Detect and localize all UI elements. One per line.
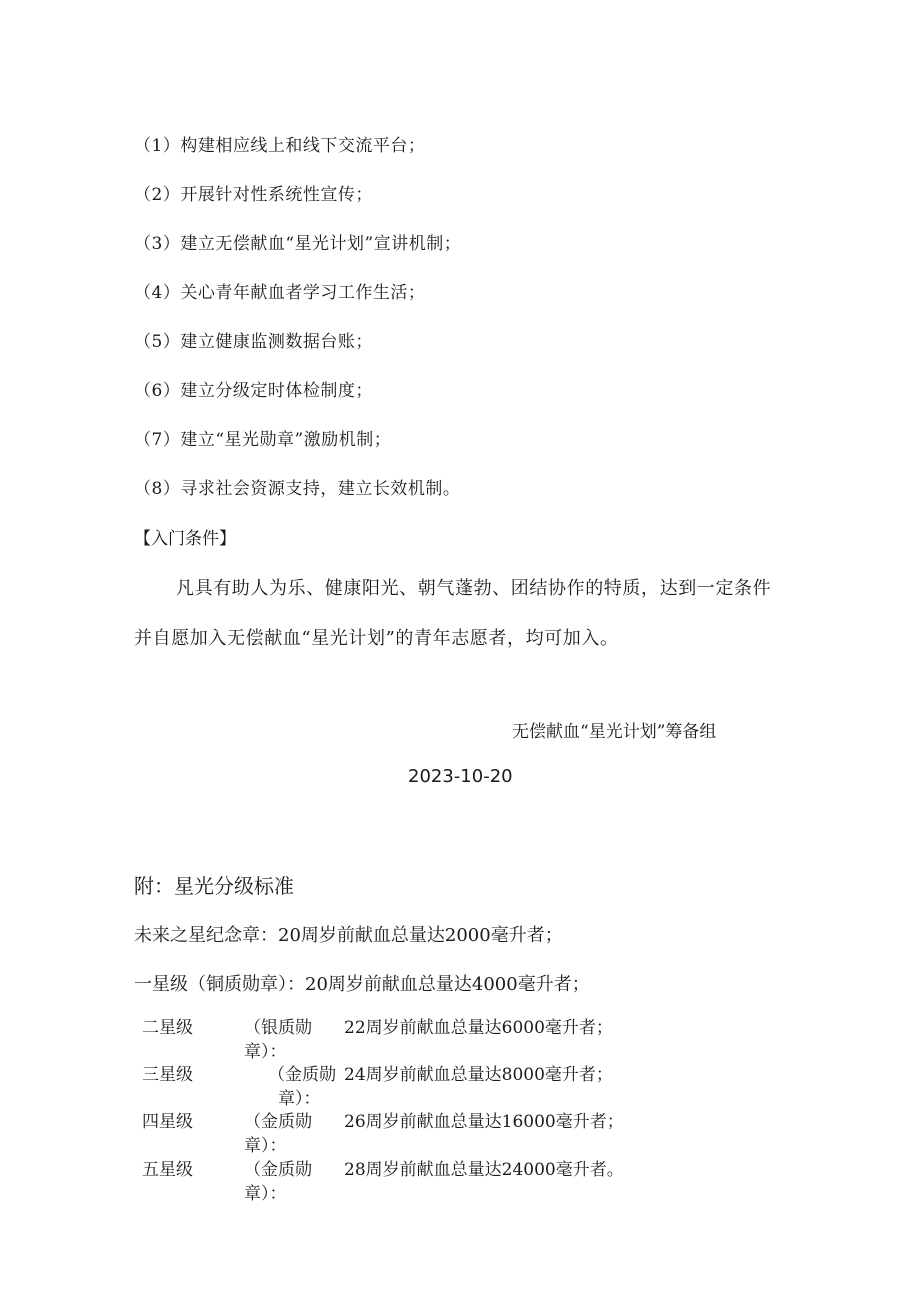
signature-org: 无偿献血“星光计划”筹备组: [512, 722, 717, 742]
measure-item: （2）开展针对性系统性宣传；: [134, 185, 373, 205]
signature-date: 2023-10-20: [408, 766, 513, 787]
measure-item: （5）建立健康监测数据台账；: [134, 332, 373, 352]
entry-heading: 【入门条件】: [134, 529, 236, 549]
level-medal: （银质勋: [244, 1018, 312, 1038]
level-requirement: 26周岁前献血总量达16000毫升者；: [344, 1112, 624, 1132]
level-requirement: 22周岁前献血总量达6000毫升者；: [344, 1018, 613, 1038]
level-name: 三星级: [142, 1065, 193, 1085]
measure-item: （3）建立无偿献血“星光计划”宣讲机制；: [134, 234, 462, 254]
measure-item: （1）构建相应线上和线下交流平台；: [134, 136, 426, 156]
level-medal: （金质勋: [268, 1065, 336, 1085]
level-medal: （金质勋: [244, 1112, 312, 1132]
measure-item: （4）关心青年献血者学习工作生活；: [134, 283, 426, 303]
level-medal: （金质勋: [244, 1160, 312, 1180]
measure-item: （6）建立分级定时体检制度；: [134, 381, 373, 401]
level-name: 四星级: [142, 1112, 193, 1132]
level-medal-cont: 章）：: [244, 1184, 287, 1204]
level-requirement: 24周岁前献血总量达8000毫升者；: [344, 1065, 613, 1085]
standard-commemorative: 未来之星纪念章：20周岁前献血总量达2000毫升者；: [134, 925, 563, 946]
level-medal-cont: 章）：: [244, 1136, 287, 1156]
level-medal-cont: 章）：: [244, 1042, 287, 1062]
level-requirement: 28周岁前献血总量达24000毫升者。: [344, 1160, 624, 1180]
level-name: 二星级: [142, 1018, 193, 1038]
standard-one-star: 一星级（铜质勋章）：20周岁前献血总量达4000毫升者；: [134, 974, 590, 995]
entry-paragraph-line2: 并自愿加入无偿献血“星光计划”的青年志愿者，均可加入。: [134, 628, 619, 649]
measure-item: （8）寻求社会资源支持，建立长效机制。: [134, 479, 461, 499]
entry-paragraph-line1: 凡具有助人为乐、健康阳光、朝气蓬勃、团结协作的特质，达到一定条件: [176, 578, 772, 599]
level-name: 五星级: [142, 1160, 193, 1180]
measure-item: （7）建立“星光勋章”激励机制；: [134, 430, 392, 450]
appendix-title: 附：星光分级标准: [134, 874, 294, 898]
level-medal-cont: 章）：: [278, 1089, 321, 1109]
